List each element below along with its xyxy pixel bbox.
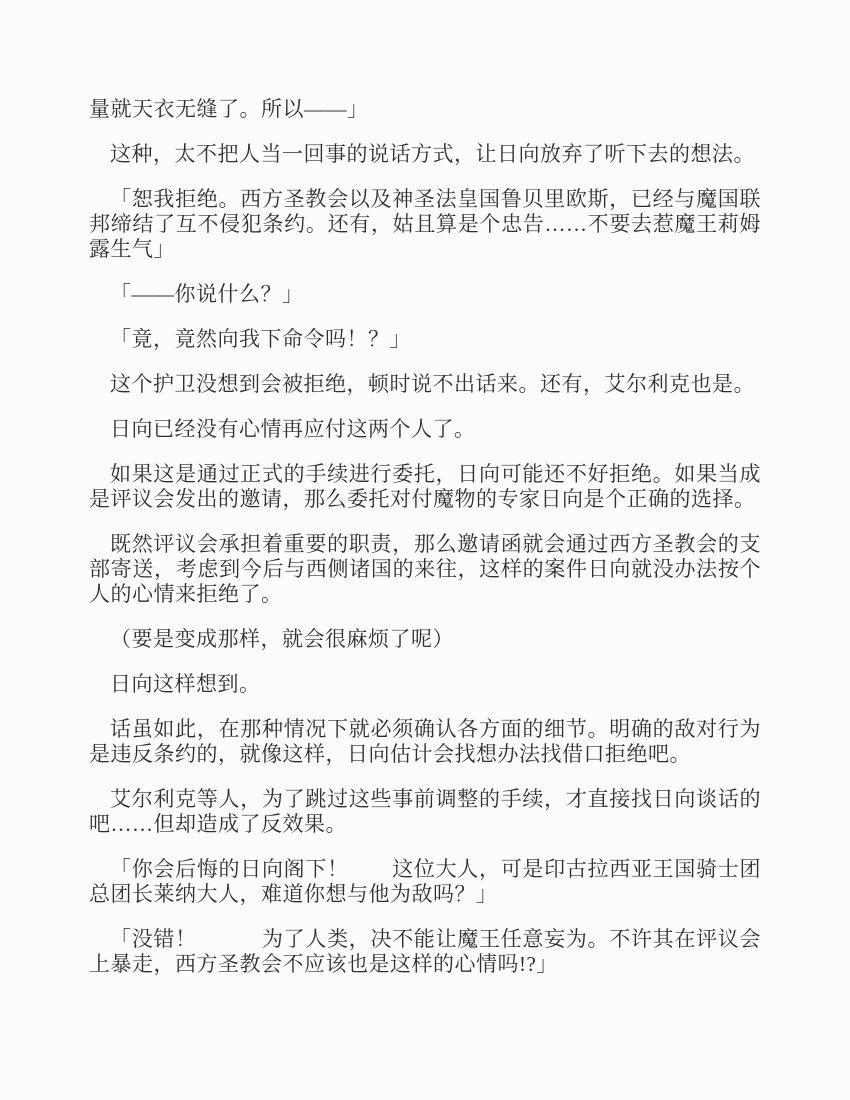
paragraph-narration: 日向已经没有心情再应付这两个人了。 [110, 417, 476, 441]
paragraph-narration: 如果这是通过正式的手续进行委托，日向可能还不好拒绝。如果当成是评议会发出的邀请，那么委托对付魔物的专家日向是个正确的选择。 [89, 462, 761, 511]
paragraph-dialogue: 「恕我拒绝。西方圣教会以及神圣法皇国鲁贝里欧斯，已经与魔国联邦缔结了互不侵犯条约。还有，姑且算是个忠告……不要去惹魔王莉姆露生气」 [89, 187, 761, 261]
paragraph-dialogue: 「——你说什么？」 [110, 282, 304, 306]
paragraph-continuation: 量就天衣无缝了。所以——」 [89, 97, 369, 121]
paragraph-narration: 日向这样想到。 [110, 672, 261, 696]
paragraph-thought: （要是变成那样，就会很麻烦了呢） [110, 627, 454, 651]
paragraph-narration: 这种，太不把人当一回事的说话方式，让日向放弃了听下去的想法。 [110, 142, 755, 166]
paragraph-narration: 这个护卫没想到会被拒绝，顿时说不出话来。还有，艾尔利克也是。 [110, 372, 755, 396]
paragraph-dialogue: 「你会后悔的日向阁下！ 这位大人，可是印古拉西亚王国骑士团总团长莱纳大人，难道你想与他为敌吗？」 [89, 857, 761, 906]
text-column [89, 97, 761, 977]
paragraph-narration: 既然评议会承担着重要的职责，那么邀请函就会通过西方圣教会的支部寄送，考虑到今后与西侧诸国的来往，这样的案件日向就没办法按个人的心情来拒绝了。 [89, 532, 761, 606]
paragraph-narration: 话虽如此，在那种情况下就必须确认各方面的细节。明确的敌对行为是违反条约的，就像这样，日向估计会找想办法找借口拒绝吧。 [89, 717, 761, 766]
paragraph-dialogue: 「竟，竟然向我下命令吗！？」 [110, 327, 411, 351]
paragraph-narration: 艾尔利克等人，为了跳过这些事前调整的手续，才直接找日向谈话的吧……但却造成了反效果。 [89, 787, 761, 836]
paragraph-dialogue: 「没错！ 为了人类，决不能让魔王任意妄为。不许其在评议会上暴走，西方圣教会不应该也是这样的心情吗!?」 [89, 927, 761, 976]
